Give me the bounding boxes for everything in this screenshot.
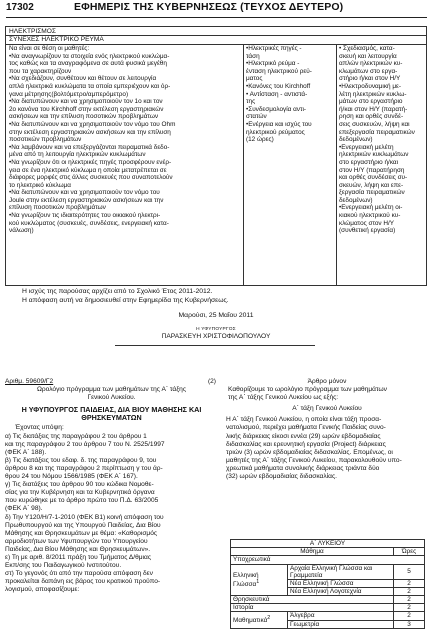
section-line: λικής διάρκειας είκοσι εννέα (29) ωρών εβδομαδιαίας bbox=[226, 432, 381, 440]
objective-line: επίλυση ποσοτικών προβλημάτων bbox=[9, 204, 106, 212]
table-row bbox=[231, 596, 425, 604]
authority-line: Η ΥΦΥΠΟΥΡΓΟΣ ΠΑΙΔΕΙΑΣ, ΔΙΑ ΒΙΟΥ ΜΑΘΗΣΗΣ ΚΑΙ bbox=[21, 405, 202, 415]
page-number: 17302 bbox=[6, 2, 34, 13]
subject-cell: Αρχαία Ελληνική Γλώσσα και Γραμματεία bbox=[288, 564, 394, 579]
row-group-cell bbox=[231, 564, 288, 595]
separator-line bbox=[115, 345, 315, 346]
topic-line: •Συνδεσμολογία αντι- bbox=[246, 105, 307, 113]
objective-line: Να είναι σε θέση οι μαθητές: bbox=[9, 45, 90, 52]
activity-line: •Ενεργειακή μελέτη οι- bbox=[339, 204, 403, 212]
activity-line: δεδομένων) bbox=[339, 136, 373, 144]
legal-basis-line: (ΦΕΚ Α΄ 98). bbox=[5, 505, 43, 513]
topic-line: •Ηλεκτρικές πηγές - bbox=[246, 45, 302, 52]
legal-basis-line: θρου 24 του Νόμου 1566/1985 (ΦΕΚ Α΄ 167). bbox=[5, 473, 138, 481]
summary-line: Γενικού Λυκείου. bbox=[87, 394, 136, 402]
footnote-marker: 1 bbox=[256, 578, 260, 585]
topic-line: ματος bbox=[246, 75, 263, 83]
activities-column bbox=[339, 45, 424, 285]
gazette-title: ΕΦΗΜΕΡΙΣ ΤΗΣ ΚΥΒΕΡΝΗΣΕΩΣ (ΤΕΥΧΟΣ ΔΕΥΤΕΡΟ) bbox=[74, 1, 344, 13]
activity-line: ρηση και ορθές συνδέ- bbox=[339, 113, 404, 121]
legal-basis-line: και της παραγράφου 2 του άρθρου 7 του Ν. 2525/1997 bbox=[5, 440, 165, 448]
hours-cell: 2 bbox=[394, 579, 425, 587]
activity-line: λέτη ηλεκτρικών κυκλω- bbox=[339, 90, 407, 98]
activity-line: •Ενεργειακή μελέτη bbox=[339, 143, 394, 151]
legal-basis-line: Πρωθυπουργού και της Υπουργού Παιδείας, Δια Βίου bbox=[5, 521, 161, 529]
legal-basis-line: δ) Την Υ120/Η/7-1-2010 (ΦΕΚ Β1) κοινή απόφαση του bbox=[5, 513, 164, 521]
topic-line: ηλεκτρικού ρεύματος bbox=[246, 128, 305, 136]
objective-line: το ηλεκτρικό κύκλωμα bbox=[9, 181, 71, 189]
activity-line: • Σχεδιασμός, κατα- bbox=[339, 45, 395, 52]
decision-summary bbox=[5, 386, 218, 402]
legal-basis-line: ε) Τη με αριθ. 8/2011 πράξη του Τμήματος Δ/θμιας bbox=[5, 553, 151, 561]
column-divider bbox=[336, 44, 337, 285]
subject-cell: Νέα Ελληνική Λογοτεχνία bbox=[288, 587, 394, 595]
table-row bbox=[231, 612, 425, 620]
legal-basis-list bbox=[5, 433, 218, 595]
objective-line: γεια σε ένα ηλεκτρικό κύκλωμα η οποία μετατρέπεται σε bbox=[9, 166, 167, 174]
legal-basis-line: σίας για την Κυβέρνηση και τα Κυβερνητικά όργανα bbox=[5, 489, 155, 497]
legal-basis-line: γ) Τις διατάξεις του άρθρου 90 του κώδικα Νομοθε- bbox=[5, 481, 154, 489]
subject-cell: Γεωμετρία bbox=[288, 620, 394, 628]
table-row bbox=[231, 604, 425, 612]
activity-line: •Ηλεκτροδυναμική με- bbox=[339, 82, 402, 90]
summary-line: Ωρολόγιο πρόγραμμα των μαθημάτων της Α΄ τάξης bbox=[36, 386, 186, 394]
authority-title bbox=[5, 406, 218, 422]
topic-line: •Κανόνες του Kirchhoff bbox=[246, 82, 311, 90]
section-line: μαθητές της Α΄ τάξης Γενικού Λυκείου, παρακολουθούν υπο- bbox=[226, 456, 402, 464]
activity-line: κλώματος στον Η/Υ bbox=[339, 219, 395, 227]
decision-marker: (2) bbox=[207, 378, 216, 385]
hours-cell: 5 bbox=[394, 564, 425, 579]
footnote-marker: 2 bbox=[267, 615, 271, 622]
activity-line: (συνθετική εργασία) bbox=[339, 227, 396, 235]
activity-line: δεδομένων) bbox=[339, 196, 373, 204]
activity-line: ή/και στον Η/Υ (παρατή- bbox=[339, 105, 408, 113]
legal-basis-line: α) Τις διατάξεις της παραγράφου 2 του άρθρου 1 bbox=[5, 432, 147, 440]
activity-line: επεξεργασία πειραματικών bbox=[339, 128, 415, 136]
legal-basis-line: β) Τις διατάξεις του εδαφ. δ. της παραγράφου 9, του bbox=[5, 456, 157, 464]
publication-note: Η απόφαση αυτή να δημοσιευθεί στην Εφημερίδα της Κυβερνήσεως. bbox=[22, 297, 229, 304]
topic-line: στατών bbox=[246, 113, 267, 121]
subject-cell: Ιστορία bbox=[231, 604, 394, 612]
hours-cell: 2 bbox=[394, 612, 425, 620]
decision-number: Αριθμ. 59609/Γ2 bbox=[5, 378, 54, 385]
section-text bbox=[226, 416, 428, 481]
unit-subtitle: ΣΥΝΕΧΕΣ ΗΛΕΚΤΡΙΚΟ ΡΕΥΜΑ bbox=[9, 36, 104, 43]
hours-cell: 3 bbox=[394, 620, 425, 628]
signatory-role: Η ΥΦΥΠΟΥΡΓΟΣ bbox=[196, 327, 236, 332]
hours-cell: 2 bbox=[394, 604, 425, 612]
topic-line: • Αντίσταση - αντιστά- bbox=[246, 90, 308, 98]
hours-cell: 2 bbox=[394, 587, 425, 595]
topic-line: (12 ώρες) bbox=[246, 136, 274, 144]
topic-line: της bbox=[246, 98, 256, 106]
authority-line: ΘΡΗΣΚΕΥΜΑΤΩΝ bbox=[81, 413, 142, 423]
objective-line: νάλωση) bbox=[9, 227, 34, 235]
section-line: τριών (3) ωρών εβδομαδιαίας διδασκαλίας. Επομένως, οι bbox=[226, 448, 393, 456]
legal-basis-line: αρμοδιοτήτων των Υφυπουργών του Υπουργείου bbox=[5, 537, 148, 545]
objective-line: κού κυκλώματος (συσκευές, συνδέσεις, ενεργειακή κατα- bbox=[9, 219, 169, 227]
activity-line: σκευή και λειτουργία bbox=[339, 52, 397, 60]
activity-line: ηλεκτρικών κυκλωμάτων bbox=[339, 151, 409, 159]
decision-right-column bbox=[226, 378, 428, 481]
objective-line: γανα μέτρησης(βολτόμετρο/αμπερόμετρο) bbox=[9, 90, 129, 98]
activity-line: ξεργασία πειραματικών bbox=[339, 189, 405, 197]
topic-line: •Ενέργεια και ισχύς του bbox=[246, 120, 312, 128]
legal-basis-line: προκαλείται δαπάνη εις βάρος του κρατικού προϋπο- bbox=[5, 578, 161, 586]
objective-line: τος καθώς και τα αναγραφόμενα σε αυτά φυσικά μεγέθη bbox=[9, 60, 167, 68]
article-text bbox=[226, 386, 428, 402]
row-group-cell bbox=[231, 612, 288, 628]
table-row bbox=[231, 564, 425, 579]
row-group-label: Μαθηματικά bbox=[233, 617, 268, 625]
objective-line: ασκήσεων και την επίλυση ποσοτικών προβλημάτων bbox=[9, 113, 159, 121]
objective-line: διάφορες μορφές στις άλλες συσκευές που συναποτελούν bbox=[9, 174, 173, 182]
objective-line: •Να γνωρίζουν ότι οι ηλεκτρικές πηγές προσφέρουν ενέρ- bbox=[9, 158, 172, 166]
column-header-subject: Μάθημα bbox=[231, 548, 394, 556]
activity-line: και ορθές συνδέσεις συ- bbox=[339, 174, 408, 182]
section-line: Η Α΄ τάξη Γενικού Λυκείου, η οποία είναι τάξη προσα- bbox=[226, 416, 382, 424]
objectives-column bbox=[9, 45, 240, 285]
objective-line: •Να αναγνωρίζουν τα στοιχεία ενός ηλεκτρικού κυκλώμα- bbox=[9, 52, 170, 60]
activity-line: σκευών, λήψη και επε- bbox=[339, 181, 404, 189]
article-line: Καθορίζουμε το ωρολόγιο πρόγραμμα των μαθημάτων bbox=[228, 386, 387, 394]
objective-line: •Να διατυπώνουν και να χρησιμοποιούν τον νόμο του bbox=[9, 189, 160, 197]
activity-line: σεις συσκευών, λήψη και bbox=[339, 120, 410, 128]
effective-date-note: Η ισχύς της παρούσας αρχίζει από το Σχολικό Έτος 2011-2012. bbox=[22, 288, 213, 295]
schedule-table bbox=[230, 539, 425, 629]
legal-basis-line: Παιδείας, Δια Βίου Μάθησης και Θρησκευμάτων». bbox=[5, 545, 151, 553]
objective-line: •Να λαμβάνουν και να επεξεργάζονται πειραματικά δεδο- bbox=[9, 143, 170, 151]
section-line: (32) ωρών εβδομαδιαίας διδασκαλίας. bbox=[226, 473, 337, 481]
topic-line: τάση bbox=[246, 52, 260, 60]
activity-line: κιακού ηλεκτρικού κυ- bbox=[339, 212, 401, 220]
subject-cell: Άλγεβρα bbox=[288, 612, 394, 620]
subject-cell: Θρησκευτικά bbox=[231, 596, 394, 604]
table-title: Α΄ ΛΥΚΕΙΟΥ bbox=[231, 540, 425, 548]
activity-line: κλωμάτων στο εργα- bbox=[339, 67, 398, 75]
objective-line: •Να διατυπώνουν και να χρησιμοποιούν τον νόμο του Ohm bbox=[9, 120, 176, 128]
legal-basis-line: (ΦΕΚ Α΄ 188). bbox=[5, 448, 47, 456]
page-header bbox=[6, 3, 427, 18]
article-line: της Α΄ τάξης Γενικού Λυκείου ως εξής: bbox=[228, 394, 339, 402]
activity-line: μάτων στο εργαστήριο bbox=[339, 98, 403, 106]
legal-basis-line: στ) Το γεγονός ότι από την παρούσα απόφαση δεν bbox=[5, 570, 153, 578]
section-line: χρεωτικά μαθήματα συνολικής διάρκειας τριάντα δύο bbox=[226, 464, 380, 472]
objective-line: •Να διατυπώνουν και να χρησιμοποιούν τον 1ο και τον bbox=[9, 98, 163, 106]
objective-line: μένα από τη λειτουργία ηλεκτρικών κυκλωμάτων bbox=[9, 151, 146, 159]
legal-basis-line: λογισμού, αποφασίζουμε: bbox=[5, 586, 80, 594]
hours-cell: 2 bbox=[394, 596, 425, 604]
row-group-label: Ελληνική Γλώσσα bbox=[233, 571, 259, 588]
objective-line: Joule στην εκτέλεση εργαστηριακών ασκήσεων και την bbox=[9, 196, 164, 204]
topic-line: •Ηλεκτρικό ρεύμα - bbox=[246, 60, 300, 68]
objective-line: που τα χαρακτηρίζουν bbox=[9, 67, 72, 75]
legal-basis-line: Εκπ/σης του Παιδαγωγικού Ινστιτούτου. bbox=[5, 562, 122, 570]
place-date: Μαρούσι, 25 Μαΐου 2011 bbox=[178, 312, 254, 319]
considering-label: Έχοντας υπόψη: bbox=[15, 424, 64, 432]
activity-line: απλών ηλεκτρικών κυ- bbox=[339, 60, 403, 68]
unit-title: ΗΛΕΚΤΡΙΣΜΟΣ bbox=[9, 28, 56, 35]
article-title: Άρθρο μόνον bbox=[307, 378, 347, 385]
activity-line: στήριο ή/και στον Η/Υ bbox=[339, 75, 401, 83]
column-divider bbox=[243, 44, 244, 285]
objective-line: στην εκτέλεση εργαστηριακών ασκήσεων και την επίλυση bbox=[9, 128, 171, 136]
decision-left-column bbox=[5, 378, 218, 594]
activity-line: στο εργαστήριο ή/και bbox=[339, 158, 399, 166]
topic-line: ένταση ηλεκτρικού ρεύ- bbox=[246, 67, 312, 75]
section-line: διδασκαλίας και ερευνητική εργασία (Project) διάρκειας bbox=[226, 440, 386, 448]
section-title: Α΄ τάξη Γενικού Λυκείου bbox=[292, 405, 362, 413]
objective-line: •Να σχεδιάζουν, συνθέτουν και θέτουν σε λειτουργία bbox=[9, 75, 157, 83]
topics-column bbox=[246, 45, 334, 285]
objective-line: ποσοτικών προβλημάτων bbox=[9, 136, 82, 144]
column-header-hours: Ώρες bbox=[394, 548, 425, 556]
section-line: νατολισμού, περιέχει μαθήματα Γενικής Παιδείας συνο- bbox=[226, 424, 386, 432]
legal-basis-line: που κυρώθηκε με το άρθρο πρώτο του Π.Δ. 63/2005 bbox=[5, 497, 159, 505]
signatory-name: ΠΑΡΑΣΚΕΥΗ ΧΡΙΣΤΟΦΙΛΟΠΟΥΛΟΥ bbox=[161, 333, 271, 340]
objective-line: •Να γνωρίζουν τις ιδιαιτερότητες του οικιακού ηλεκτρι- bbox=[9, 212, 161, 220]
legal-basis-line: Μάθησης και Θρησκευμάτων με θέμα: «Καθορισμός bbox=[5, 529, 158, 537]
group-label: Υποχρεωτικά bbox=[231, 556, 425, 564]
objective-line: απλά ηλεκτρικά κυκλώματα τα οποία εμπεριέχουν και όρ- bbox=[9, 82, 171, 90]
subject-cell: Νέα Ελληνική Γλώσσα bbox=[288, 579, 394, 587]
curriculum-table bbox=[5, 26, 427, 286]
activity-line: στον Η/Υ (παρατήρηση bbox=[339, 166, 405, 174]
objective-line: 2ο κανόνα του Kirchhoff στην εκτέλεση εργαστηριακών bbox=[9, 105, 164, 113]
legal-basis-line: άρθρου 8 και της παραγράφου 2 περίπτωση γ του άρ- bbox=[5, 464, 163, 472]
